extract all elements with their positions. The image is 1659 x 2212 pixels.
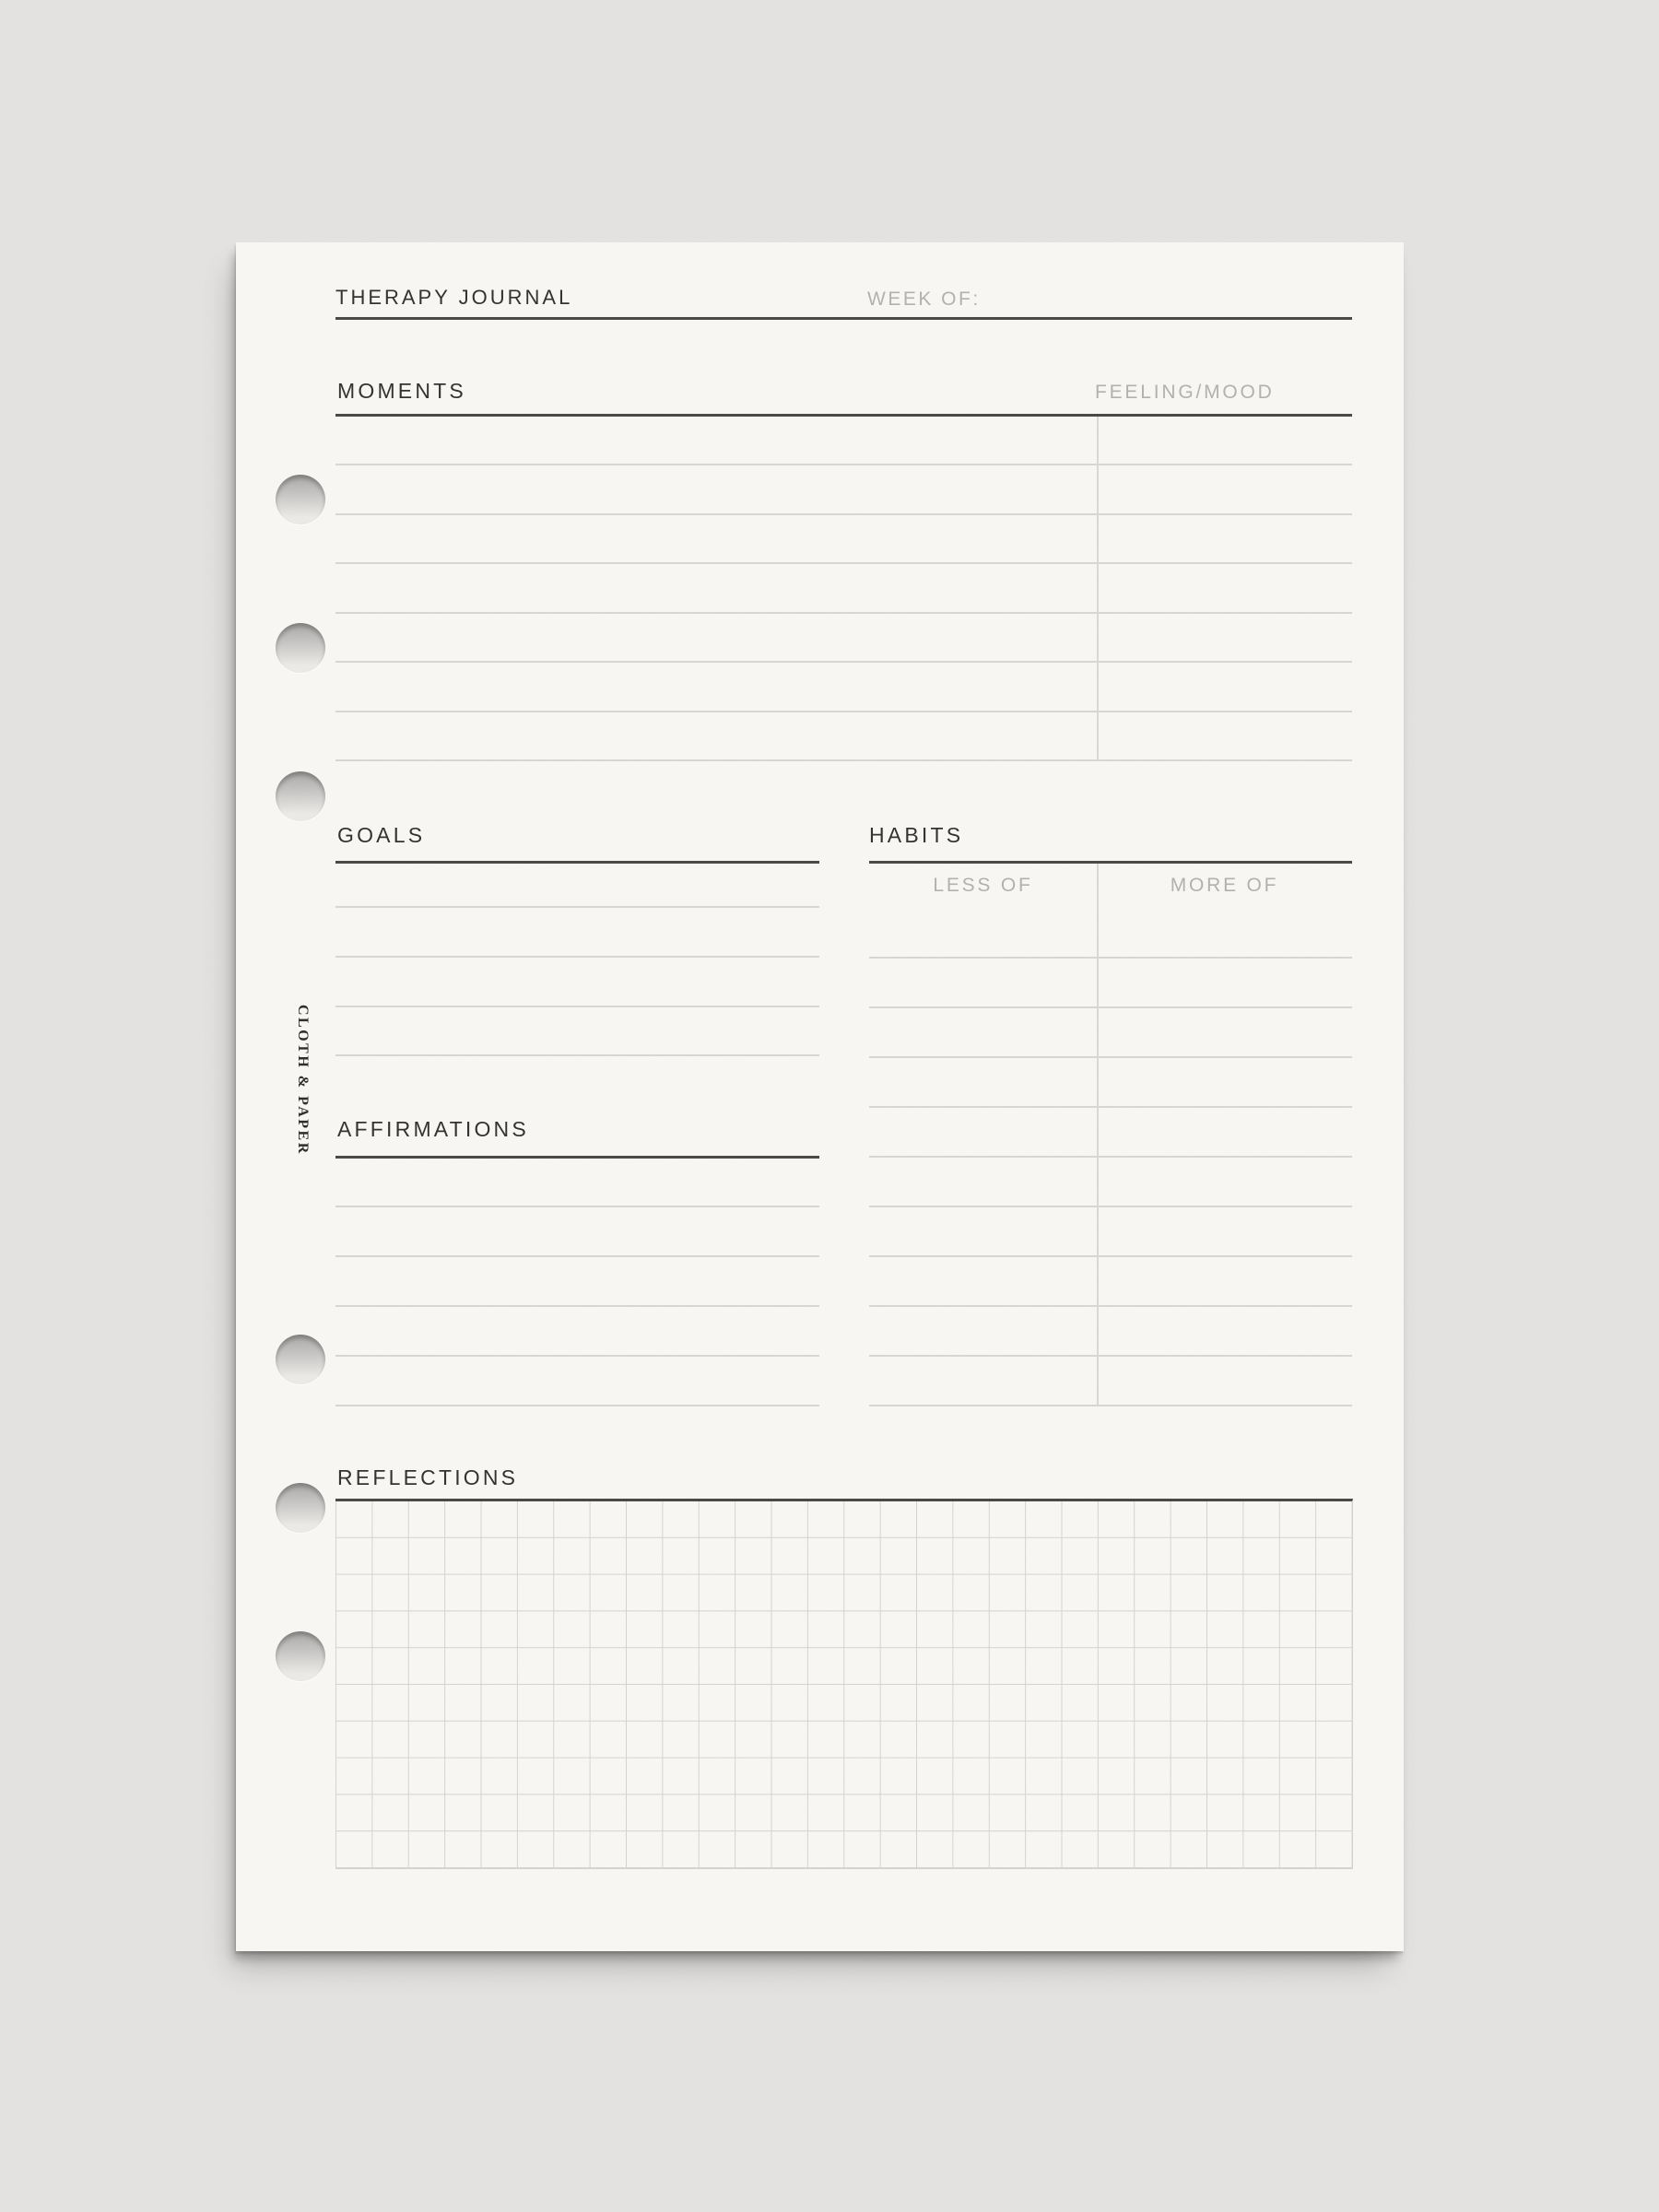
habits-column-divider (1097, 864, 1099, 1405)
habits-more-of-column-label: MORE OF (1170, 875, 1279, 896)
binder-hole (276, 1631, 325, 1681)
writing-line (869, 1255, 1352, 1257)
goals-rule (335, 861, 819, 864)
week-of-label: WEEK OF: (867, 288, 981, 310)
writing-line (335, 1355, 819, 1357)
writing-line (869, 1405, 1352, 1406)
writing-line (335, 562, 1352, 564)
writing-line (335, 1255, 819, 1257)
writing-line (335, 1206, 819, 1207)
brand-logo-vertical: CLOTH & PAPER (295, 1005, 311, 1156)
writing-line (869, 1056, 1352, 1058)
binder-hole (276, 771, 325, 821)
habits-section-label: HABITS (869, 823, 964, 847)
binder-hole (276, 623, 325, 673)
writing-line (335, 464, 1352, 465)
writing-line (335, 711, 1352, 712)
goals-section-label: GOALS (337, 823, 426, 847)
writing-line (869, 1156, 1352, 1158)
writing-line (869, 1206, 1352, 1207)
moments-section-label: MOMENTS (337, 379, 466, 403)
moments-rule (335, 414, 1352, 417)
moments-column-divider (1097, 417, 1099, 760)
planner-page (236, 242, 1404, 1951)
writing-line (869, 1305, 1352, 1307)
page-title: THERAPY JOURNAL (335, 286, 573, 309)
writing-line (335, 1405, 819, 1406)
binder-hole (276, 1483, 325, 1533)
writing-line (335, 1305, 819, 1307)
writing-line (335, 906, 819, 908)
habits-less-of-column-label: LESS OF (933, 875, 1033, 896)
writing-line (869, 1006, 1352, 1008)
writing-line (335, 759, 1352, 761)
header-rule (335, 317, 1352, 320)
binder-hole (276, 1335, 325, 1384)
writing-line (335, 513, 1352, 515)
writing-line (335, 956, 819, 958)
affirmations-section-label: AFFIRMATIONS (337, 1117, 529, 1141)
writing-line (869, 957, 1352, 959)
writing-line (869, 1355, 1352, 1357)
writing-line (335, 1054, 819, 1056)
writing-line (335, 612, 1352, 614)
reflections-section-label: REFLECTIONS (337, 1465, 519, 1489)
writing-line (335, 661, 1352, 663)
habits-rule (869, 861, 1352, 864)
writing-line (869, 1106, 1352, 1108)
binder-hole (276, 475, 325, 524)
reflections-grid (335, 1499, 1353, 1869)
writing-line (335, 1006, 819, 1007)
feeling-mood-column-label: FEELING/MOOD (1095, 382, 1275, 403)
affirmations-rule (335, 1156, 819, 1159)
